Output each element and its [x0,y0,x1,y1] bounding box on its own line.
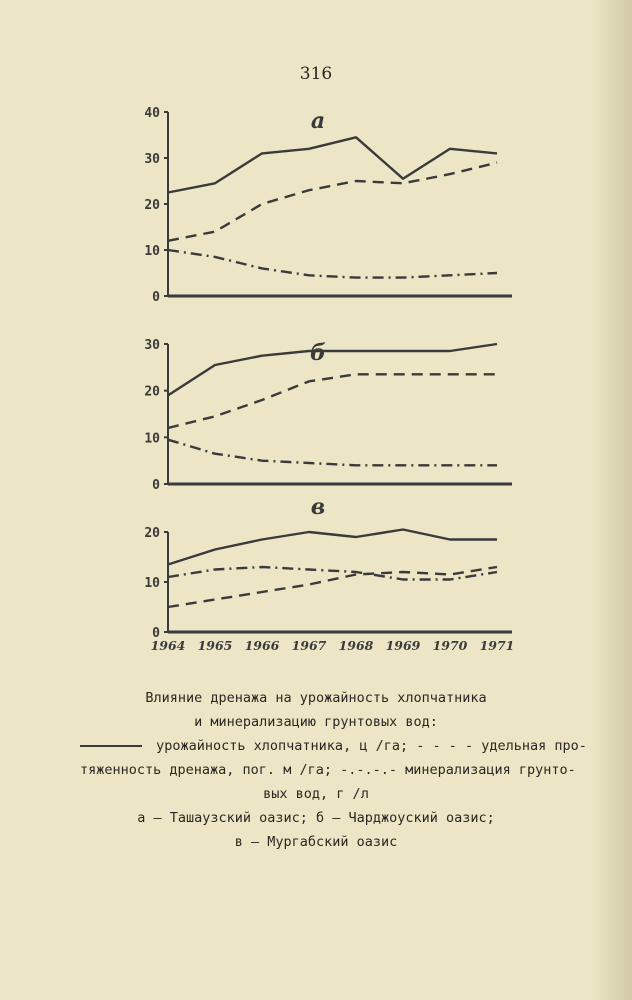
y-tick-label: 0 [152,626,160,641]
caption-legend-line-2 [0,758,632,782]
y-tick-label: 20 [144,198,160,213]
y-tick-label: 20 [144,384,160,400]
caption-legend-line-1 [0,734,632,758]
legend-yield-label: урожайность хлопчатника, ц /га; [148,738,417,754]
y-tick-label: 0 [152,478,160,493]
x-tick-label: 1964 [150,638,186,653]
series-line-dashed [168,163,497,241]
series-line-dashdot [168,250,497,278]
legend-dashdot-sample: -.-.-.- [340,762,397,778]
series-line-dashed [168,374,497,428]
x-tick-label: 1971 [479,638,515,653]
legend-drainage-label-cont: тяженность дренажа, пог. м /га; [80,762,341,778]
chart-title: б [310,340,326,366]
y-tick-label: 40 [144,106,160,121]
series-line-dashdot [168,440,497,466]
caption-line-6: а – Ташаузский оазис; б – Чарджоуский оазис; [137,810,495,826]
caption-line-1: Влияние дренажа на урожайность хлопчатника [145,690,487,706]
legend-mineral-label: минерализация грунто- [397,762,576,778]
series-line-solid [168,530,497,565]
page-number: 316 [299,64,333,84]
series-line-dashdot [168,567,497,580]
series-line-solid [168,344,497,395]
x-tick-label: 1965 [197,638,233,653]
figure-caption [0,686,632,854]
series-line-dashed [168,567,497,607]
caption-line-7: в – Мургабский оазис [234,834,398,850]
chart-title: в [310,494,326,520]
y-tick-label: 0 [152,290,160,305]
series-line-solid [168,137,497,192]
y-tick-label: 10 [144,244,160,259]
y-tick-label: 30 [144,152,160,167]
y-tick-label: 30 [144,338,160,353]
chart-2 [144,338,512,493]
x-tick-label: 1966 [244,638,280,653]
chart-1 [144,106,512,305]
x-tick-label: 1967 [291,638,327,653]
legend-dash-sample: - - - - [416,738,474,754]
legend-drainage-label: удельная про- [473,738,587,754]
caption-line-2: и минерализацию грунтовых вод: [194,714,438,730]
chart-title: а [310,108,326,134]
x-tick-label: 1969 [385,638,421,653]
x-tick-label: 1968 [338,638,374,653]
x-tick-label: 1970 [432,638,468,653]
chart-3 [144,494,514,653]
caption-line-5: вых вод, г /л [263,786,369,802]
y-tick-label: 20 [144,526,160,541]
y-tick-label: 10 [144,431,160,447]
legend-solid-line [80,745,142,747]
y-tick-label: 10 [144,576,160,591]
